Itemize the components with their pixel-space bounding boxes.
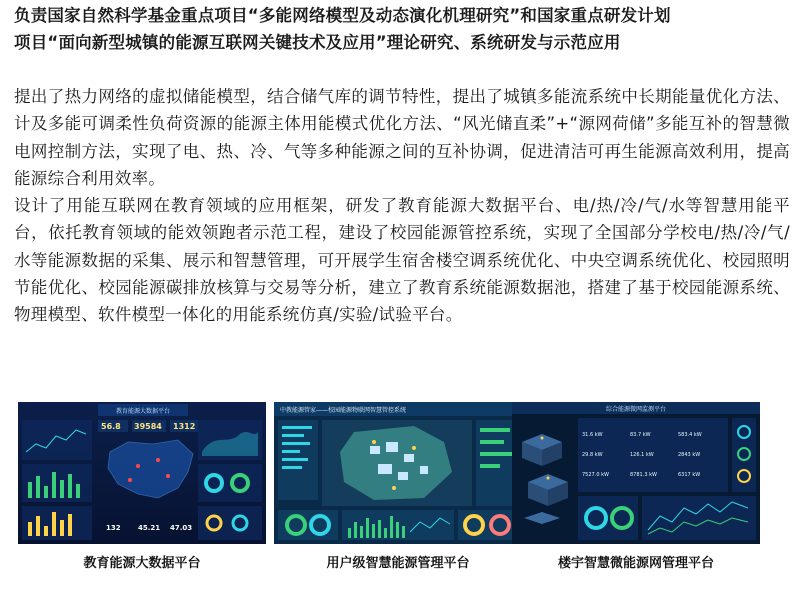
building-screen-title: 综合能源微网监测平台	[605, 406, 667, 413]
heading-line-2: 项目“面向新型城镇的能源互联网关键技术及应用”理论研究、系统研发与示范应用	[14, 33, 621, 52]
caption-education-platform: 教育能源大数据平台	[83, 556, 201, 571]
education-screen-title: 教育能源大数据平台	[115, 408, 171, 415]
education-platform-screenshot	[18, 402, 266, 544]
paragraph-2: 设计了用能互联网在教育领域的应用框架，研发了教育能源大数据平台、电/热/冷/气/水等智慧用能平台，依托教育领域的能效领跑者示范工程，建设了校园能源管控系统，实现了全国部分学校电/热/冷/气/水等能源数据的采集、展示和智慧管理，可开展学生宿舍楼空调系统优化、中央空调系统优化、校园照明节能优化、校园能源碳排放核算与交易等分析，建立了教育系统能源数据池，搭建了基于校园能源系统、物理模型、软件模型一体化的用能系统仿真/实验/试验平台。	[14, 196, 790, 325]
caption-user-platform: 用户级智慧能源管理平台	[326, 556, 470, 571]
table-cell: 83.7 kW	[630, 432, 651, 438]
building-platform-screenshot	[512, 402, 760, 544]
table-cell: 2843 kW	[678, 452, 701, 458]
table-cell: 31.6 kW	[582, 432, 603, 438]
bottom-stat-1: 132	[106, 524, 121, 532]
table-cell: 126.1 kW	[630, 452, 654, 458]
user-platform-screenshot	[274, 402, 522, 544]
section-heading	[14, 2, 790, 56]
figure-row	[18, 402, 782, 571]
stat-value-3: 1312	[173, 422, 196, 431]
heading-line-1: 负责国家自然科学基金重点项目“多能网络模型及动态演化机理研究”和国家重点研发计划	[14, 6, 671, 25]
bottom-stat-2: 45.21	[138, 524, 161, 532]
figure-user-platform	[274, 402, 522, 571]
table-cell: 7527.0 kW	[582, 472, 609, 478]
table-cell: 583.4 kW	[678, 432, 702, 438]
stat-value-1: 56.8	[101, 422, 121, 431]
stat-value-2: 39584	[134, 422, 162, 431]
figure-education-platform	[18, 402, 266, 571]
table-cell: 29.8 kW	[582, 452, 603, 458]
bottom-stat-3: 47.03	[170, 524, 193, 532]
figure-building-platform	[512, 402, 760, 571]
table-cell: 6317 kW	[678, 472, 701, 478]
user-screen-title: 中教能源管家——校园能源物联网智慧管控系统	[280, 407, 407, 414]
body-text	[14, 83, 790, 329]
caption-building-platform: 楼宇智慧微能源网管理平台	[557, 556, 714, 571]
table-cell: 8781.3 kW	[630, 472, 657, 478]
paragraph-1: 提出了热力网络的虚拟储能模型，结合储气库的调节特性，提出了城镇多能流系统中长期能量优化方法、计及多能可调柔性负荷资源的能源主体用能模式优化方法、“风光储直柔”+“源网荷储”多能互补的智慧微电网控制方法，实现了电、热、冷、气等多种能源之间的互补协调，促进清洁可再生能源高效利用，提高能源综合利用效率。	[14, 87, 790, 188]
